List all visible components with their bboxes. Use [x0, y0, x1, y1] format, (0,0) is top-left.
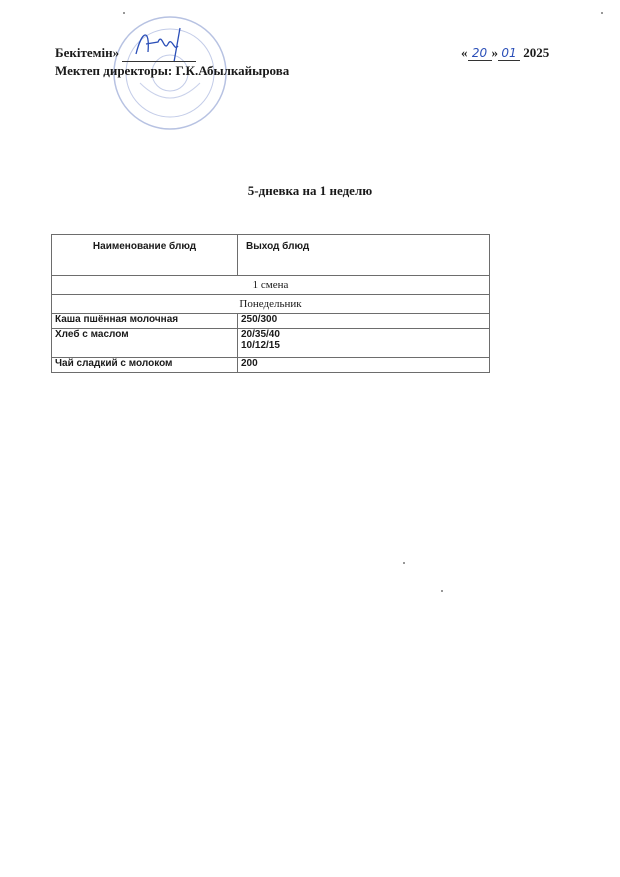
dish-output [238, 329, 490, 358]
date-month: 01 [498, 46, 520, 61]
approval-date [461, 45, 549, 61]
document-title: 5-дневка на 1 неделю [247, 183, 373, 198]
scan-speck [403, 562, 405, 564]
signature-blank [122, 45, 196, 62]
scan-speck [601, 12, 603, 14]
shift-row [52, 276, 490, 295]
shift-label: 1 смена [52, 276, 490, 295]
approve-label: Бекітемін» [55, 45, 120, 60]
dish-name: Чай сладкий с молоком [52, 358, 238, 373]
dish-name: Хлеб с маслом [52, 329, 238, 358]
table-row [52, 329, 490, 358]
day-label: Понедельник [52, 295, 490, 314]
dish-output [238, 314, 490, 329]
dish-output [238, 358, 490, 373]
table-row [52, 314, 490, 329]
menu-table [51, 234, 490, 373]
date-open-quote: « [461, 45, 468, 60]
date-day: 20 [468, 46, 492, 61]
day-row [52, 295, 490, 314]
col-header-name: Наименование блюд [52, 235, 238, 276]
table-header-row [52, 235, 490, 276]
dish-output-line: 250/300 [241, 314, 278, 325]
table-row [52, 358, 490, 373]
dish-name: Каша пшённая молочная [52, 314, 238, 329]
dish-output-line: 200 [241, 358, 258, 369]
director-line: Мектеп директоры: Г.К.Абылкайырова [55, 63, 290, 78]
approval-line [55, 45, 196, 62]
scan-speck [123, 12, 125, 14]
scan-speck [441, 590, 443, 592]
col-header-output: Выход блюд [238, 235, 490, 276]
dish-output-line: 20/35/40 [241, 329, 280, 340]
date-close-quote: » [491, 45, 498, 60]
date-year: 2025 [523, 45, 550, 60]
dish-output-line: 10/12/15 [241, 340, 280, 351]
